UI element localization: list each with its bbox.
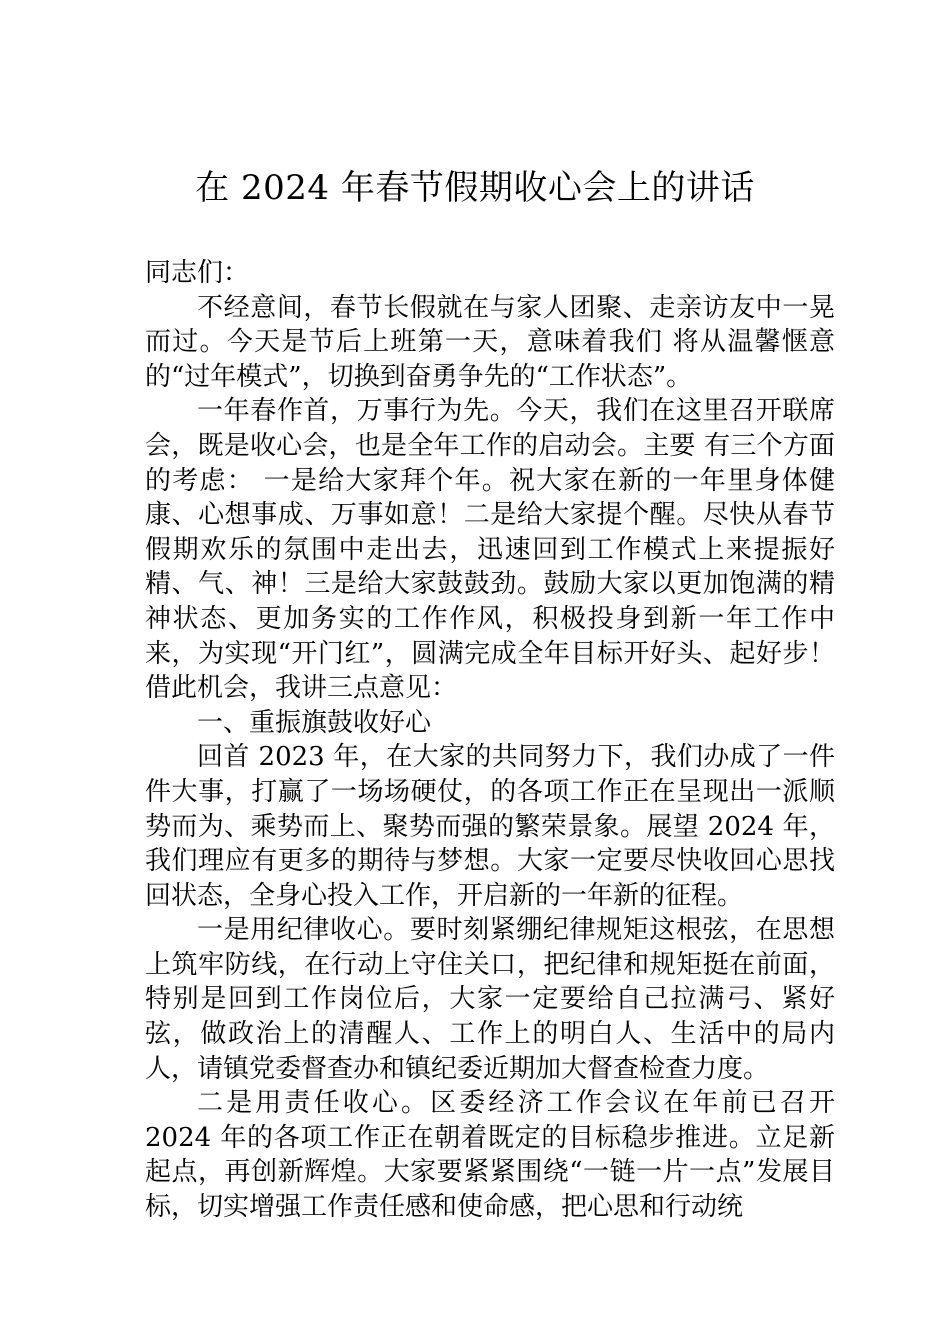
paragraph-2: 一年春作首，万事行为先。今天，我们在这里召开联席会，既是收心会，也是全年工作的启动会。主要 有三个方面的考虑： 一是给大家拜个年。祝大家在新的一年里身体健康、心想事成、万事如意！二是给大家提个醒。尽快从春节假期欢乐的氛围中走出去，迅速回到工作模式上来提振好精、气、神！三是给大家鼓鼓劲。鼓励大家以更加饱满的精神状态、更加务实的工作作风，积极投身到新一年工作中来，为实现“开门红”，圆满完成全年目标开好头、起好步！借此机会，我讲三点意见： xyxy=(145,396,835,704)
paragraph-3: 回首 2023 年，在大家的共同努力下，我们办成了一件件大事，打赢了一场场硬仗，的各项工作正在呈现出一派顺势而为、乘势而上、聚势而强的繁荣景象。展望 2024 年，我们理应有更多的期待与梦想。大家一定要尽快收回心思找回状态，全身心投入工作，开启新的一年新的征程。 xyxy=(145,742,835,911)
salutation: 同志们： xyxy=(145,258,250,288)
section-heading-1: 一、重振旗鼓收好心 xyxy=(197,707,432,738)
document-title: 在 2024 年春节假期收心会上的讲话 xyxy=(195,168,755,208)
paragraph-1: 不经意间，春节长假就在与家人团聚、走亲访友中一晃而过。今天是节后上班第一天，意味着我们 将从温馨惬意的“过年模式”，切换到奋勇争先的“工作状态”。 xyxy=(145,292,835,392)
document-body xyxy=(145,256,835,1225)
paragraph-4: 一是用纪律收心。要时刻紧绷纪律规矩这根弦，在思想上筑牢防线，在行动上守住关口，把纪律和规矩挺在前面，特别是回到工作岗位后，大家一定要给自己拉满弓、紧好弦，做政治上的清醒人、工作上的明白人、生活中的局内人，请镇党委督查办和镇纪委近期加大督查检查力度。 xyxy=(145,915,835,1084)
paragraph-5: 二是用责任收心。区委经济工作会议在年前已召开 2024 年的各项工作正在朝着既定的目标稳步推进。立足新起点，再创新辉煌。大家要紧紧围绕“一链一片一点”发展目标，切实增强工作责任感和使命感，把心思和行动统 xyxy=(145,1088,835,1223)
